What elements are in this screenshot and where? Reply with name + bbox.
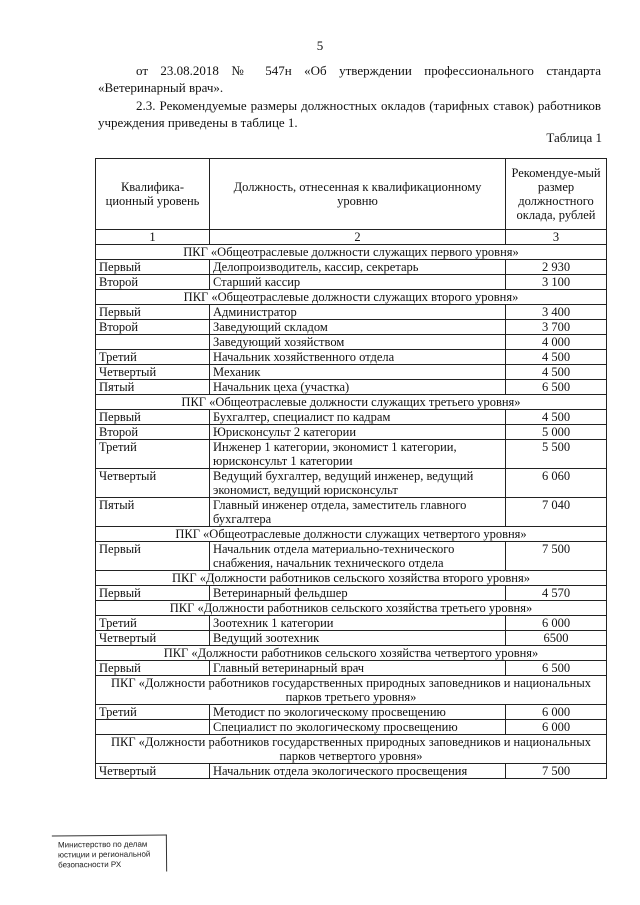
position-cell: Инженер 1 категории, экономист 1 категории, юрисконсульт 1 категории xyxy=(210,440,506,469)
table-row xyxy=(96,586,607,601)
salary-cell: 5 000 xyxy=(506,425,607,440)
level-cell: Третий xyxy=(96,705,210,720)
table-row xyxy=(96,616,607,631)
group-title: ПКГ «Общеотраслевые должности служащих второго уровня» xyxy=(96,290,607,305)
group-title: ПКГ «Общеотраслевые должности служащих четвертого уровня» xyxy=(96,527,607,542)
table-row xyxy=(96,542,607,571)
position-cell: Зоотехник 1 категории xyxy=(210,616,506,631)
group-header-row xyxy=(96,676,607,705)
table-row xyxy=(96,425,607,440)
position-cell: Специалист по экологическому просвещению xyxy=(210,720,506,735)
level-cell xyxy=(96,720,210,735)
position-cell: Начальник отдела экологического просвещения xyxy=(210,764,506,779)
stamp-line: юстиции и региональной xyxy=(57,849,151,860)
salary-cell: 5 500 xyxy=(506,440,607,469)
paragraph-1: от 23.08.2018 № 547н «Об утверждении профессионального стандарта «Ветеринарный врач». xyxy=(98,63,601,95)
level-cell: Четвертый xyxy=(96,631,210,646)
salary-cell: 6 500 xyxy=(506,380,607,395)
group-title: ПКГ «Общеотраслевые должности служащих третьего уровня» xyxy=(96,395,607,410)
position-cell: Начальник отдела материально-технического снабжения, начальник технического отдела xyxy=(210,542,506,571)
level-cell: Четвертый xyxy=(96,365,210,380)
salary-cell: 6 000 xyxy=(506,720,607,735)
position-cell: Ведущий зоотехник xyxy=(210,631,506,646)
salary-cell: 3 700 xyxy=(506,320,607,335)
level-cell: Первый xyxy=(96,305,210,320)
salary-cell: 6 000 xyxy=(506,705,607,720)
table-row xyxy=(96,350,607,365)
table-row xyxy=(96,380,607,395)
salary-cell: 7 500 xyxy=(506,764,607,779)
table-row xyxy=(96,720,607,735)
salary-cell: 6500 xyxy=(506,631,607,646)
position-cell: Главный ветеринарный врач xyxy=(210,661,506,676)
position-cell: Ведущий бухгалтер, ведущий инженер, ведущий экономист, ведущий юрисконсульт xyxy=(210,469,506,498)
header-position: Должность, отнесенная к квалификационному уровню xyxy=(210,159,506,230)
position-cell: Делопроизводитель, кассир, секретарь xyxy=(210,260,506,275)
group-header-row xyxy=(96,735,607,764)
level-cell: Второй xyxy=(96,320,210,335)
salary-cell: 7 500 xyxy=(506,542,607,571)
header-level: Квалифика-ционный уровень xyxy=(96,159,210,230)
table-row xyxy=(96,440,607,469)
col-number: 3 xyxy=(506,230,607,245)
level-cell: Третий xyxy=(96,616,210,631)
level-cell: Пятый xyxy=(96,380,210,395)
position-cell: Начальник цеха (участка) xyxy=(210,380,506,395)
level-cell: Первый xyxy=(96,542,210,571)
table-row xyxy=(96,410,607,425)
table-row xyxy=(96,305,607,320)
table-caption: Таблица 1 xyxy=(546,130,602,145)
group-title: ПКГ «Должности работников сельского хозяйства четвертого уровня» xyxy=(96,646,607,661)
stamp-line: безопасности РХ xyxy=(58,859,122,870)
table-row xyxy=(96,335,607,350)
group-header-row xyxy=(96,245,607,260)
level-cell: Пятый xyxy=(96,498,210,527)
salary-table xyxy=(95,158,607,779)
salary-cell: 3 400 xyxy=(506,305,607,320)
table-header-row xyxy=(96,159,607,230)
group-title: ПКГ «Должности работников сельского хозяйства третьего уровня» xyxy=(96,601,607,616)
paragraph-2: 2.3. Рекомендуемые размеры должностных окладов (тарифных ставок) работников учреждения приведены в таблице 1. xyxy=(98,98,601,130)
group-header-row xyxy=(96,290,607,305)
group-title: ПКГ «Общеотраслевые должности служащих первого уровня» xyxy=(96,245,607,260)
column-numbers-row xyxy=(96,230,607,245)
salary-cell: 4 500 xyxy=(506,410,607,425)
registration-stamp xyxy=(52,834,167,872)
col-number: 2 xyxy=(210,230,506,245)
salary-cell: 7 040 xyxy=(506,498,607,527)
group-header-row xyxy=(96,646,607,661)
level-cell: Третий xyxy=(96,440,210,469)
salary-cell: 3 100 xyxy=(506,275,607,290)
salary-cell: 6 060 xyxy=(506,469,607,498)
position-cell: Старший кассир xyxy=(210,275,506,290)
position-cell: Механик xyxy=(210,365,506,380)
position-cell: Заведующий складом xyxy=(210,320,506,335)
group-header-row xyxy=(96,527,607,542)
col-number: 1 xyxy=(96,230,210,245)
table-row xyxy=(96,764,607,779)
level-cell: Четвертый xyxy=(96,764,210,779)
level-cell: Третий xyxy=(96,350,210,365)
level-cell: Второй xyxy=(96,425,210,440)
salary-cell: 4 570 xyxy=(506,586,607,601)
table-row xyxy=(96,365,607,380)
table-row xyxy=(96,320,607,335)
header-salary: Рекомендуе-мый размер должностного оклада, рублей xyxy=(506,159,607,230)
group-header-row xyxy=(96,571,607,586)
table-row xyxy=(96,705,607,720)
position-cell: Главный инженер отдела, заместитель главного бухгалтера xyxy=(210,498,506,527)
group-header-row xyxy=(96,395,607,410)
group-title: ПКГ «Должности работников сельского хозяйства второго уровня» xyxy=(96,571,607,586)
salary-cell: 2 930 xyxy=(506,260,607,275)
table-row xyxy=(96,260,607,275)
level-cell: Первый xyxy=(96,661,210,676)
level-cell: Первый xyxy=(96,260,210,275)
level-cell: Первый xyxy=(96,410,210,425)
position-cell: Администратор xyxy=(210,305,506,320)
salary-cell: 4 500 xyxy=(506,365,607,380)
table-row xyxy=(96,498,607,527)
position-cell: Бухгалтер, специалист по кадрам xyxy=(210,410,506,425)
group-title: ПКГ «Должности работников государственных природных заповедников и национальных парков четвертого уровня» xyxy=(96,735,607,764)
salary-cell: 6 500 xyxy=(506,661,607,676)
table-row xyxy=(96,275,607,290)
position-cell: Методист по экологическому просвещению xyxy=(210,705,506,720)
salary-cell: 4 500 xyxy=(506,350,607,365)
table-body xyxy=(96,245,607,779)
stamp-line: Министерство по делам xyxy=(57,839,148,850)
level-cell: Второй xyxy=(96,275,210,290)
position-cell: Ветеринарный фельдшер xyxy=(210,586,506,601)
salary-cell: 6 000 xyxy=(506,616,607,631)
salary-cell: 4 000 xyxy=(506,335,607,350)
group-header-row xyxy=(96,601,607,616)
table-row xyxy=(96,469,607,498)
position-cell: Начальник хозяйственного отдела xyxy=(210,350,506,365)
position-cell: Заведующий хозяйством xyxy=(210,335,506,350)
page-number: 5 xyxy=(316,38,324,53)
table-row xyxy=(96,631,607,646)
level-cell: Первый xyxy=(96,586,210,601)
level-cell xyxy=(96,335,210,350)
group-title: ПКГ «Должности работников государственных природных заповедников и национальных парков третьего уровня» xyxy=(96,676,607,705)
level-cell: Четвертый xyxy=(96,469,210,498)
position-cell: Юрисконсульт 2 категории xyxy=(210,425,506,440)
table-row xyxy=(96,661,607,676)
